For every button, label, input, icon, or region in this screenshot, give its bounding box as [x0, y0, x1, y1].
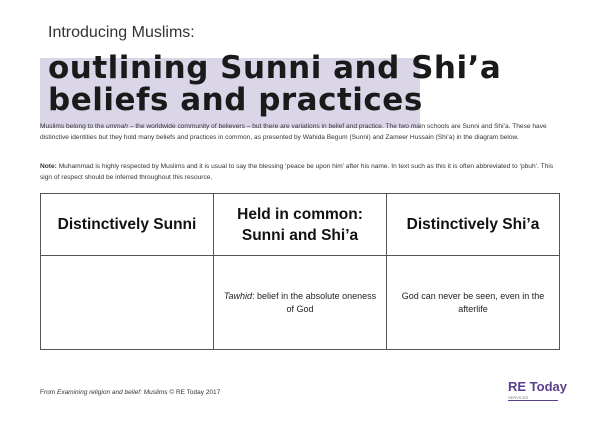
logo-text: RE Today: [508, 379, 567, 394]
title-line-2: beliefs and practices: [48, 82, 423, 118]
cell-sunni: [41, 256, 214, 350]
note-text: Muhammad is highly respected by Muslims and it is usual to say the blessing ‘peace be upon him’ after his name. In text such as this it is often abbreviated to ‘pbuh’. This sign of respect should be inferred throughout this resource.: [40, 163, 554, 181]
page-title: [48, 52, 501, 116]
re-today-logo: [508, 380, 567, 401]
footer-copyright: © RE Today 2017: [167, 389, 221, 396]
logo-subtext: SERVICES: [508, 395, 558, 401]
comparison-table: [40, 193, 560, 350]
footer-credit: [40, 388, 220, 397]
intro-emphasis: ummah: [105, 123, 128, 130]
header-sunni: Distinctively Sunni: [41, 194, 214, 256]
table-row: [41, 256, 560, 350]
subtitle: Introducing Muslims:: [48, 24, 195, 41]
footer-book: Examining religion and belief: Muslims: [56, 389, 168, 396]
note-paragraph: [40, 162, 565, 183]
header-shia: Distinctively Shi’a: [387, 194, 560, 256]
cell-shia: God can never be seen, even in the afterlife: [387, 256, 560, 350]
tawhid-term: Tawhid: [223, 290, 253, 301]
cell-common: [214, 256, 387, 350]
intro-text-rest: – the worldwide community of believers – but there are variations in belief and practice. The two main schools are Sunni and Shi’a. These have distinctive identities but they hold many beliefs and practices in common, as presented by Wahida Begum (Sunni) and Zameer Hussain (Shi’a) in the diagram below.: [40, 123, 547, 141]
footer-from: From: [40, 389, 57, 396]
intro-text: Muslims belong to the: [40, 123, 106, 130]
intro-paragraph: [40, 122, 565, 143]
note-label: Note:: [40, 163, 57, 170]
title-line-1: outlining Sunni and Shi’a: [48, 50, 502, 86]
header-common: Held in common: Sunni and Shi’a: [214, 194, 387, 256]
tawhid-definition: : belief in the absolute oneness of God: [252, 290, 377, 314]
